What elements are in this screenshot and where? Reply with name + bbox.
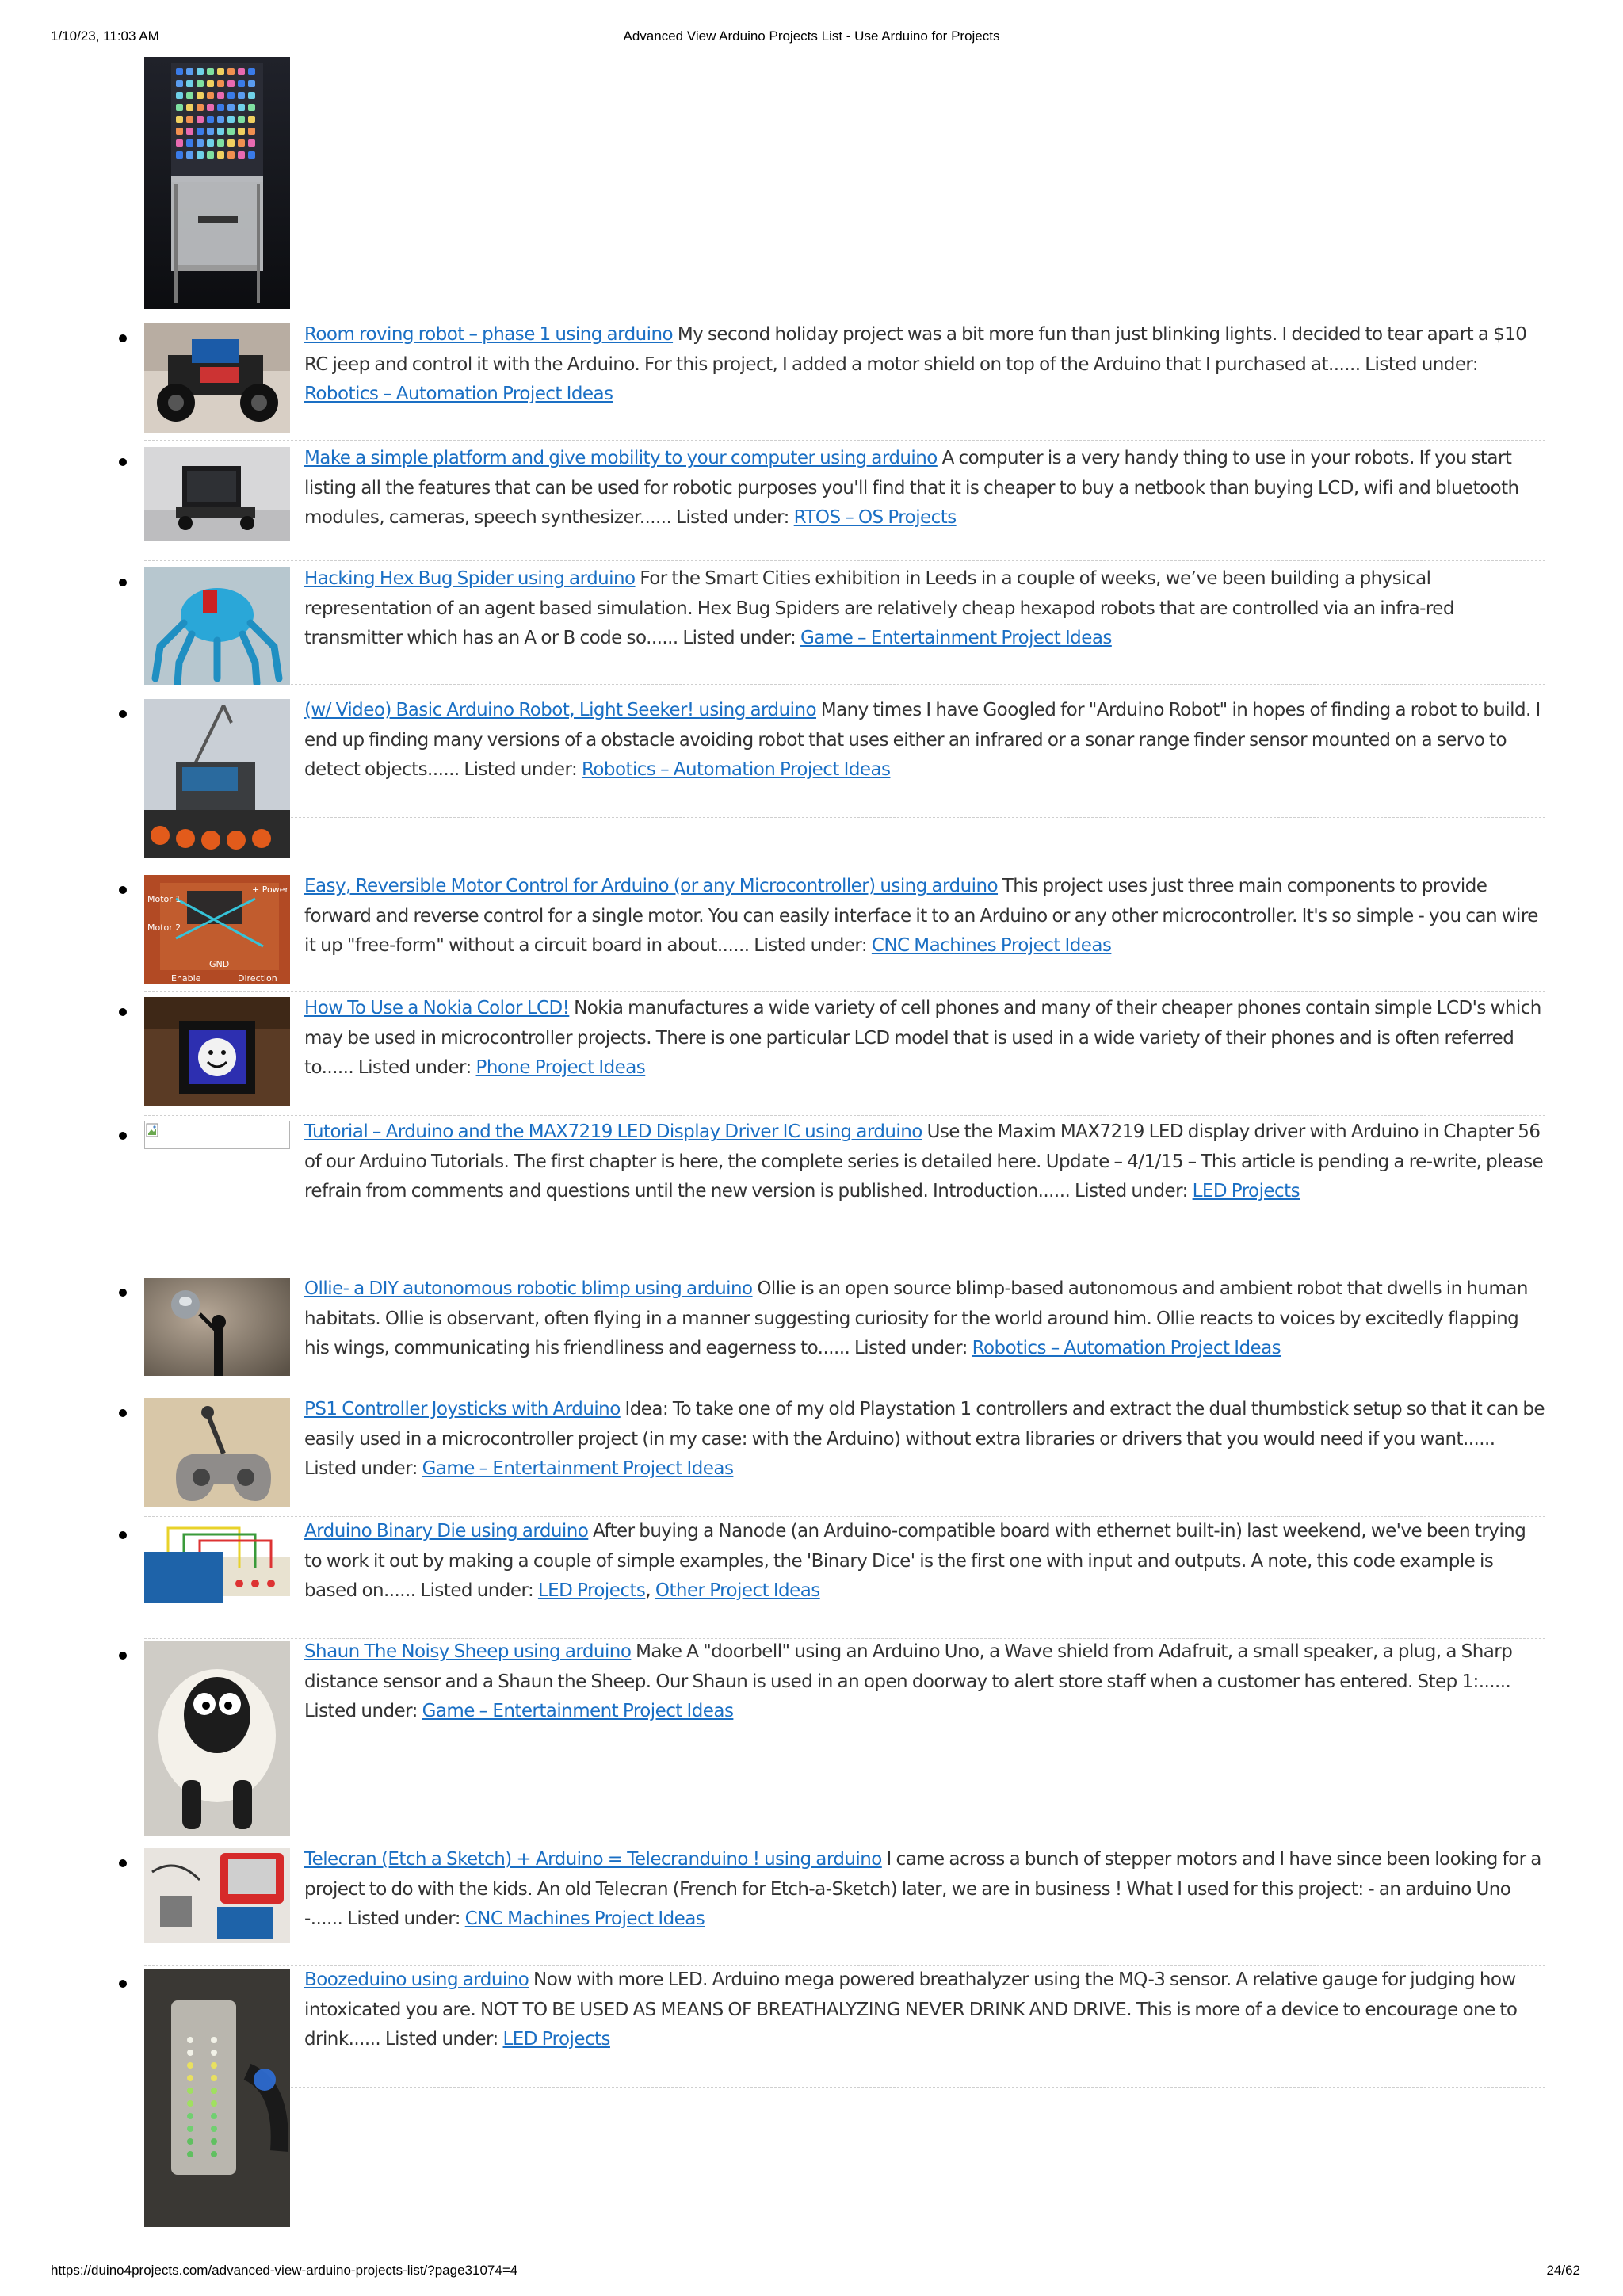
project-title-link[interactable]: Telecran (Etch a Sketch) + Arduino = Telecranduino ! using arduino [304, 1849, 882, 1870]
item-text [304, 564, 1545, 654]
led-dot [217, 116, 224, 123]
led-dot [187, 2075, 193, 2081]
listed-under-label: Listed under: [854, 1338, 968, 1358]
project-thumbnail[interactable] [144, 1641, 290, 1836]
project-description: Now with more LED. Arduino mega powered breathalyzer using the MQ-3 sensor. A relative gauge for judging how intoxicated you are. NOT TO BE USED AS MEANS OF BREATHALYZING NEVER DRINK AND DRIVE. This is more of a device to encourage one to drink...... [304, 1969, 1518, 2050]
project-description: Ollie is an open source blimp-based autonomous and ambient robot that dwells in human habitats. Ollie is observant, often flying in a manner suggesting curiosity for the world around him. Ollie reacts to voices by excitedly flapping his wings, communicating his friendliness and eagerness to...... [304, 1278, 1528, 1358]
led-dot [211, 2037, 217, 2043]
project-description: Use the Maxim MAX7219 LED display driver with Arduino in Chapter 56 of our Arduino Tutorials. The first chapter is here, the complete series is detailed here. Update – 4/1/15 – This article is pending a re-write, please refrain from comments and questions until the new version is published. Introduction...... [304, 1121, 1544, 1201]
listed-under-label: Listed under: [1074, 1181, 1188, 1201]
listed-under-label: Listed under: [682, 628, 796, 648]
list-item [144, 997, 1545, 1116]
led-dot [238, 128, 245, 135]
project-title-link[interactable]: Make a simple platform and give mobility to your computer using arduino [304, 448, 938, 468]
list-item [144, 1641, 1545, 1759]
print-page-number: 24/62 [1546, 2263, 1580, 2278]
broken-image-placeholder[interactable] [144, 1121, 290, 1149]
led-matrix-photo [144, 57, 290, 309]
led-dot [248, 80, 255, 87]
item-text [304, 444, 1545, 533]
led-dot [207, 151, 214, 159]
led-dot [238, 68, 245, 75]
category-link[interactable]: Robotics – Automation Project Ideas [972, 1338, 1281, 1358]
project-title-link[interactable]: (w/ Video) Basic Arduino Robot, Light Seeker! using arduino [304, 700, 817, 720]
led-dot [186, 128, 193, 135]
led-dot [227, 80, 235, 87]
project-title-link[interactable]: PS1 Controller Joysticks with Arduino [304, 1399, 621, 1419]
led-dot [197, 80, 204, 87]
led-dot [248, 139, 255, 147]
item-text [304, 1395, 1545, 1484]
list-item [144, 323, 1545, 441]
category-link[interactable]: CNC Machines Project Ideas [871, 935, 1112, 956]
led-dot [248, 128, 255, 135]
project-thumbnail[interactable] [144, 1398, 290, 1507]
led-dot [217, 68, 224, 75]
category-link[interactable]: Phone Project Ideas [475, 1057, 646, 1078]
led-dot [186, 116, 193, 123]
project-thumbnail[interactable] [144, 1969, 290, 2227]
list-item [144, 1969, 1545, 2088]
thumb-label-gnd: GND [209, 959, 230, 969]
led-dot [227, 151, 235, 159]
category-separator: , [645, 1580, 655, 1601]
led-dot [227, 116, 235, 123]
led-dot [211, 2062, 217, 2069]
led-dot [248, 92, 255, 99]
category-link[interactable]: RTOS – OS Projects [793, 507, 957, 528]
led-dot [217, 128, 224, 135]
category-link[interactable]: LED Projects [502, 2029, 610, 2050]
led-dot [217, 80, 224, 87]
led-dot [207, 104, 214, 111]
led-dot [207, 128, 214, 135]
project-thumbnail[interactable] [144, 699, 290, 858]
led-dot [186, 104, 193, 111]
led-dot [197, 116, 204, 123]
listed-under-label: Listed under: [304, 1458, 418, 1479]
broken-image-icon [147, 1124, 158, 1137]
led-dot [187, 2151, 193, 2157]
led-dot [211, 2100, 217, 2107]
category-link[interactable]: Other Project Ideas [655, 1580, 820, 1601]
led-dot [217, 92, 224, 99]
project-title-link[interactable]: Tutorial – Arduino and the MAX7219 LED Display Driver IC using arduino [304, 1121, 922, 1142]
list-item [144, 567, 1545, 685]
led-dot [186, 68, 193, 75]
project-thumbnail[interactable] [144, 447, 290, 541]
led-dot [187, 2138, 193, 2145]
item-text [304, 1274, 1545, 1364]
led-dot [211, 2075, 217, 2081]
item-text [304, 696, 1545, 785]
led-dot [227, 104, 235, 111]
led-dot [211, 2126, 217, 2132]
led-dot [238, 80, 245, 87]
listed-under-label: Listed under: [1365, 353, 1479, 375]
project-title-link[interactable]: Room roving robot – phase 1 using arduino [304, 324, 674, 345]
led-dot [176, 116, 183, 123]
project-title-link[interactable]: Boozeduino using arduino [304, 1969, 529, 1990]
led-dot [207, 139, 214, 147]
project-description: I came across a bunch of stepper motors and I have since been looking for a project to do with the kids. An old Telecran (French for Etch-a-Sketch) later, we are in business ! What I used for this project: - an arduino Uno -...... [304, 1849, 1541, 1929]
category-link[interactable]: Game – Entertainment Project Ideas [422, 1458, 734, 1479]
listed-under-label: Listed under: [384, 2029, 498, 2050]
category-link[interactable]: CNC Machines Project Ideas [464, 1908, 705, 1929]
led-dot [176, 80, 183, 87]
category-link[interactable]: LED Projects [1192, 1181, 1300, 1201]
thumb-label-motor2: Motor 2 [147, 923, 181, 933]
project-thumbnail[interactable] [144, 875, 290, 984]
project-description: A computer is a very handy thing to use in your robots. If you start listing all the features that can be used for robotic purposes you'll find that it is cheaper to buy a netbook than buying LCD, wifi and bluetooth modules, cameras, speech synthesizer...... [304, 448, 1519, 528]
project-title-link[interactable]: Ollie- a DIY autonomous robotic blimp using arduino [304, 1278, 753, 1299]
print-datetime: 1/10/23, 11:03 AM [51, 29, 159, 44]
led-dot [207, 92, 214, 99]
led-dot [227, 92, 235, 99]
list-item [144, 875, 1545, 992]
led-dot [176, 151, 183, 159]
list-item [144, 1848, 1545, 1966]
led-dot [187, 2113, 193, 2119]
led-dot [176, 68, 183, 75]
led-dot [187, 2050, 193, 2056]
led-dot [238, 139, 245, 147]
led-dot [176, 104, 183, 111]
print-url: https://duino4projects.com/advanced-view-arduino-projects-list/?page31074=4 [51, 2263, 518, 2278]
item-text [304, 1966, 1545, 2055]
item-text [304, 1637, 1545, 1727]
list-item [144, 1278, 1545, 1396]
listed-under-label: Listed under: [464, 759, 578, 780]
led-dot [238, 104, 245, 111]
led-dot [238, 116, 245, 123]
led-dot [187, 2088, 193, 2094]
project-description: Nokia manufactures a wide variety of cell phones and many of their cheaper phones contain simple LCD's which may be used in microcontroller projects. There is one particular LCD model that is used in a wide variety of their phones and is often referred to...... [304, 998, 1541, 1078]
listed-under-label: Listed under: [304, 1701, 418, 1721]
project-title-link[interactable]: Shaun The Noisy Sheep using arduino [304, 1641, 632, 1662]
thumb-label-enable: Enable [171, 973, 201, 984]
project-description: After buying a Nanode (an Arduino-compatible board with ethernet built-in) last weekend, we've been trying to work it out by making a couple of simple examples, the 'Binary Dice' is the first one with input and outputs. A note, this code example is based on...... [304, 1521, 1526, 1601]
item-text [304, 1845, 1545, 1935]
led-dot [176, 139, 183, 147]
led-dot [248, 151, 255, 159]
project-title-link[interactable]: Hacking Hex Bug Spider using arduino [304, 568, 636, 589]
project-title-link[interactable]: Arduino Binary Die using arduino [304, 1521, 589, 1541]
led-dot [187, 2100, 193, 2107]
category-link[interactable]: Robotics – Automation Project Ideas [581, 759, 891, 780]
list-item [144, 447, 1545, 561]
led-dot [211, 2138, 217, 2145]
led-dot [227, 68, 235, 75]
led-dot [211, 2151, 217, 2157]
item-text [304, 1517, 1545, 1606]
category-link[interactable]: Robotics – Automation Project Ideas [304, 384, 613, 404]
project-thumbnail[interactable] [144, 567, 290, 685]
led-dot [211, 2113, 217, 2119]
listed-under-label: Listed under: [676, 507, 789, 528]
led-dot [186, 139, 193, 147]
project-thumbnail[interactable] [144, 323, 290, 433]
led-dot [197, 139, 204, 147]
led-dot [211, 2050, 217, 2056]
category-link[interactable]: Game – Entertainment Project Ideas [800, 628, 1112, 648]
led-dot [197, 92, 204, 99]
listed-under-label: Listed under: [357, 1057, 472, 1078]
led-dot [197, 104, 204, 111]
project-description: For the Smart Cities exhibition in Leeds in a couple of weeks, we’ve been building a physical representation of an agent based simulation. Hex Bug Spiders are relatively cheap hexapod robots that are controlled via an infra-red transmitter which has an A or B code so...... [304, 568, 1454, 648]
listed-under-label: Listed under: [347, 1908, 460, 1929]
led-dot [207, 80, 214, 87]
list-item [144, 699, 1545, 818]
listed-under-label: Listed under: [420, 1580, 534, 1601]
led-dot [176, 92, 183, 99]
project-thumbnail[interactable] [144, 1278, 290, 1376]
led-dot [227, 139, 235, 147]
thumb-label-direction: Direction [238, 973, 277, 984]
led-dot [217, 139, 224, 147]
led-dot [217, 104, 224, 111]
led-dot [187, 2062, 193, 2069]
led-dot [186, 80, 193, 87]
led-dot [207, 68, 214, 75]
project-description: Idea: To take one of my old Playstation 1 controllers and extract the dual thumbstick setup so that it can be easily used in a microcontroller project (in my case: with the Arduino) without extra libraries or drivers that you would need if you want...... [304, 1399, 1545, 1450]
item-text [304, 994, 1545, 1083]
led-dot [187, 2126, 193, 2132]
led-dot [248, 104, 255, 111]
project-thumbnail[interactable] [144, 997, 290, 1106]
list-item [144, 1398, 1545, 1517]
project-description: Make A "doorbell" using an Arduino Uno, a Wave shield from Adafruit, a small speaker, a plug, a Sharp distance sensor and a Shaun the Sheep. Our Shaun is used in an open doorway to alert store staff when a customer has entered. Step 1:...... [304, 1641, 1513, 1692]
led-dot [197, 128, 204, 135]
led-dot [207, 116, 214, 123]
project-description: Many times I have Googled for "Arduino Robot" in hopes of finding a robot to build. I end up finding many versions of a obstacle avoiding robot that uses either an infrared or a sonar range finder sensor mounted on a servo to detect objects...... [304, 700, 1541, 780]
led-dot [176, 128, 183, 135]
project-title-link[interactable]: Easy, Reversible Motor Control for Arduino (or any Microcontroller) using arduino [304, 876, 999, 896]
led-dot [186, 151, 193, 159]
category-link[interactable]: Game – Entertainment Project Ideas [422, 1701, 734, 1721]
item-text [304, 320, 1545, 410]
led-dot [197, 151, 204, 159]
led-dot [217, 151, 224, 159]
led-dot [248, 68, 255, 75]
led-dot [227, 128, 235, 135]
led-dot [248, 116, 255, 123]
project-thumbnail[interactable] [144, 1848, 290, 1943]
list-item [144, 1121, 1545, 1236]
thumb-label-motor1: Motor 1 [147, 894, 181, 904]
listed-under-label: Listed under: [754, 935, 868, 956]
led-dot [186, 92, 193, 99]
led-dot [238, 92, 245, 99]
led-dot [187, 2037, 193, 2043]
led-dot [211, 2088, 217, 2094]
project-title-link[interactable]: How To Use a Nokia Color LCD! [304, 998, 570, 1018]
led-dot [238, 151, 245, 159]
project-description: This project uses just three main components to provide forward and reverse control for a single motor. You can easily interface it to an Arduino or any other microcontroller. It's so simple - you can wire it up "free-form" without a circuit board in about...... [304, 876, 1538, 956]
led-dot [197, 68, 204, 75]
thumb-label-power: + Power [252, 884, 288, 895]
print-page-title: Advanced View Arduino Projects List - Use Arduino for Projects [623, 29, 1000, 44]
project-description: My second holiday project was a bit more fun than just blinking lights. I decided to tear apart a $10 RC jeep and control it with the Arduino. For this project, I added a motor shield on top of the Arduino that I purchased at...... [304, 324, 1527, 375]
item-text [304, 872, 1545, 961]
item-text [304, 1117, 1545, 1207]
category-link[interactable]: LED Projects [537, 1580, 646, 1601]
project-thumbnail[interactable] [144, 1520, 290, 1607]
list-item [144, 1520, 1545, 1639]
